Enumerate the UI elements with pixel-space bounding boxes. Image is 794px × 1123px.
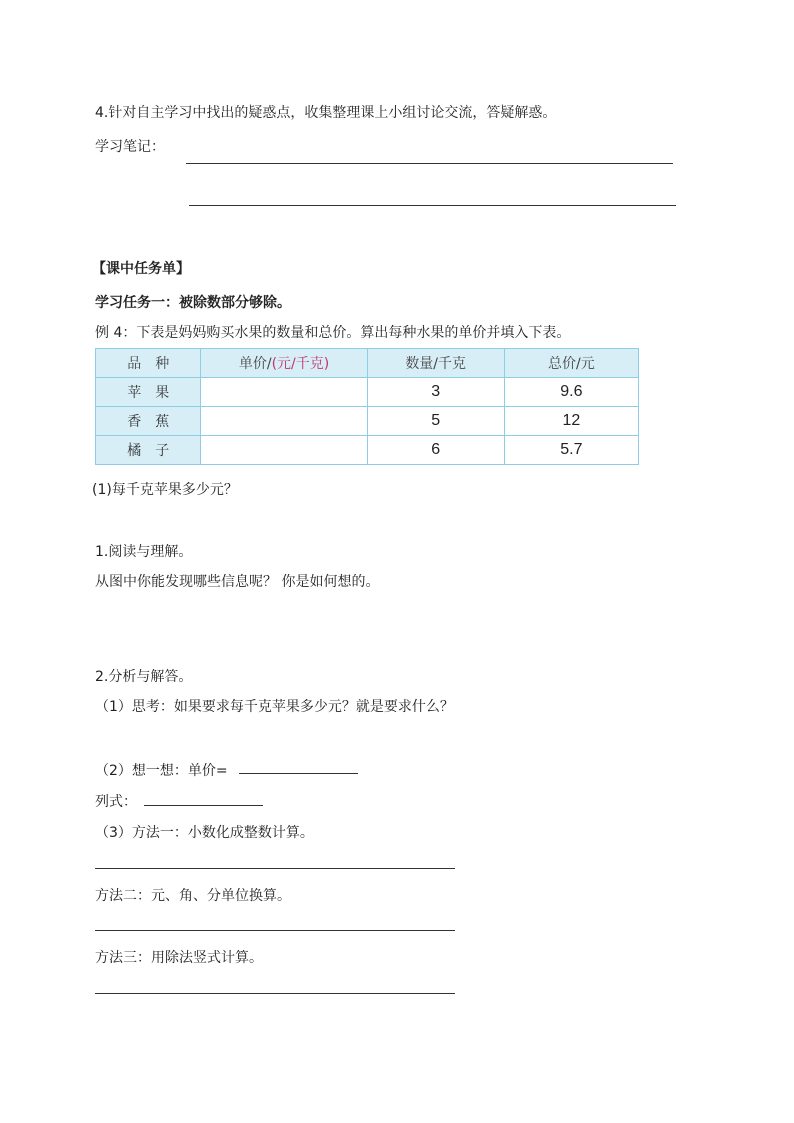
header-unit-price <box>201 349 367 378</box>
method-2-answer-line[interactable] <box>95 930 455 931</box>
header-variety: 品 种 <box>96 349 201 378</box>
unit-price-formula-label: （2）想一想：单价= <box>95 763 228 779</box>
header-unit-price-unit: (元/千克) <box>271 356 330 372</box>
row-name: 香 蕉 <box>96 407 201 436</box>
row-name: 橘 子 <box>96 436 201 465</box>
row-total: 5.7 <box>504 436 638 465</box>
row-total: 9.6 <box>504 378 638 407</box>
table-row <box>96 378 639 407</box>
formula-answer-line[interactable] <box>144 805 263 806</box>
unit-price-input-cell[interactable] <box>201 436 367 465</box>
table-header-row <box>96 349 639 378</box>
notes-label: 学习笔记： <box>95 139 165 155</box>
table-row <box>96 407 639 436</box>
method-3-answer-line[interactable] <box>95 993 455 994</box>
method-1-text: （3）方法一：小数化成整数计算。 <box>95 825 314 841</box>
unit-price-answer-line[interactable] <box>239 773 358 774</box>
step-1-text: 从图中你能发现哪些信息呢？ 你是如何想的。 <box>95 574 380 590</box>
example-4-text: 例 4：下表是妈妈购买水果的数量和总价。算出每种水果的单价并填入下表。 <box>95 325 571 341</box>
formula-label: 列式： <box>95 794 137 810</box>
method-2-text: 方法二：元、角、分单位换算。 <box>95 888 291 904</box>
notes-line-1[interactable] <box>186 163 673 164</box>
method-3-text: 方法三：用除法竖式计算。 <box>95 950 263 966</box>
task-1-title: 学习任务一：被除数部分够除。 <box>95 295 291 311</box>
think-question: （1）思考：如果要求每千克苹果多少元？就是要求什么？ <box>95 699 454 715</box>
header-unit-price-prefix: 单价/ <box>238 356 272 372</box>
notes-line-2[interactable] <box>189 205 676 206</box>
task-list-header: 【课中任务单】 <box>92 261 190 277</box>
header-total: 总价/元 <box>504 349 638 378</box>
row-name: 苹 果 <box>96 378 201 407</box>
row-total: 12 <box>504 407 638 436</box>
step-1-title: 1.阅读与理解。 <box>95 544 193 560</box>
header-quantity: 数量/千克 <box>367 349 504 378</box>
method-1-answer-line[interactable] <box>95 868 455 869</box>
row-quantity: 6 <box>367 436 504 465</box>
unit-price-input-cell[interactable] <box>201 407 367 436</box>
row-quantity: 5 <box>367 407 504 436</box>
question-1: (1)每千克苹果多少元？ <box>92 482 238 498</box>
step-2-title: 2.分析与解答。 <box>95 669 193 685</box>
table-row <box>96 436 639 465</box>
fruit-price-table <box>95 348 639 465</box>
unit-price-input-cell[interactable] <box>201 378 367 407</box>
row-quantity: 3 <box>367 378 504 407</box>
item-4-text: 4.针对自主学习中找出的疑惑点，收集整理课上小组讨论交流，答疑解惑。 <box>95 105 557 121</box>
